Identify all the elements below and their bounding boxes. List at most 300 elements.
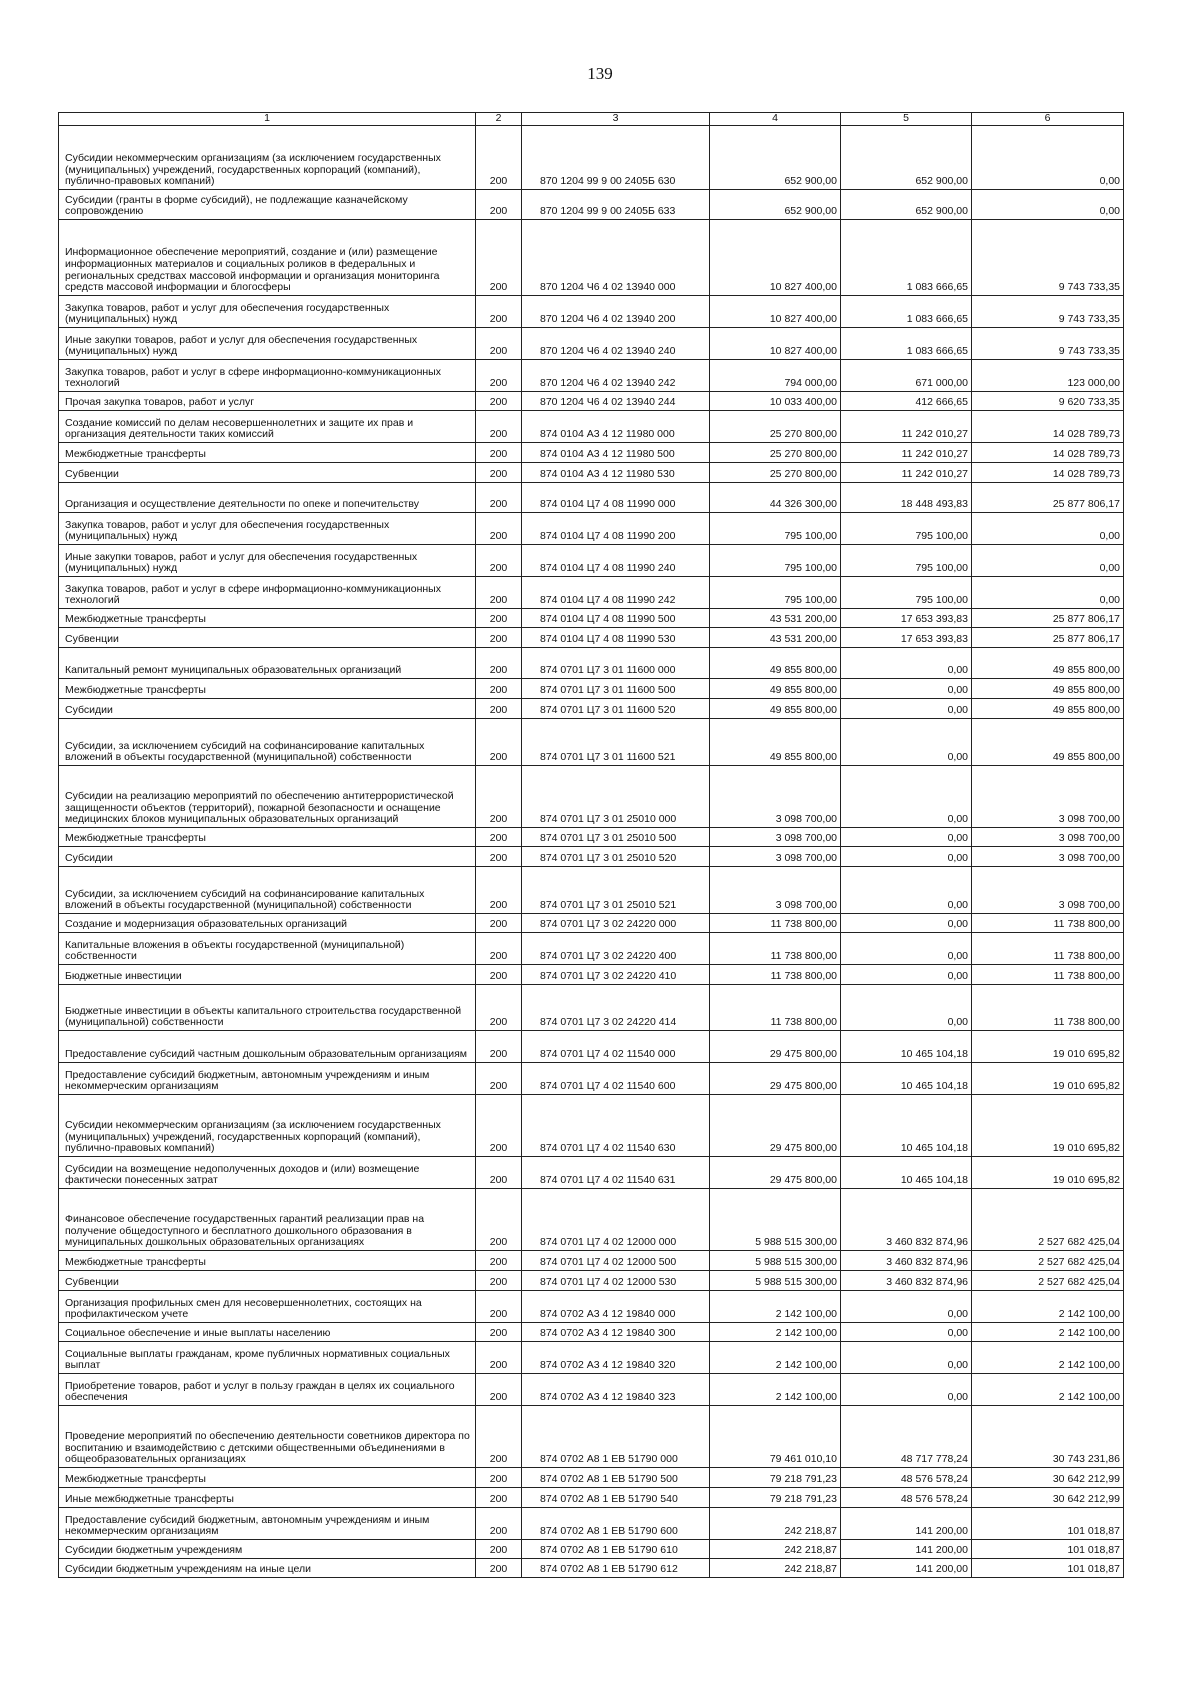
cell-name: Субвенции	[59, 463, 476, 483]
cell-executed: 0,00	[841, 648, 972, 679]
cell-name: Прочая закупка товаров, работ и услуг	[59, 392, 476, 411]
cell-line-code: 200	[476, 1189, 522, 1251]
table-row	[59, 609, 1124, 628]
cell-budget-code: 874 0701 Ц7 3 01 25010 521	[522, 867, 710, 914]
table-row	[59, 1406, 1124, 1468]
cell-budget-code: 874 0104 Ц7 4 08 11990 242	[522, 577, 710, 609]
cell-line-code: 200	[476, 679, 522, 699]
cell-approved: 25 270 800,00	[710, 411, 841, 443]
cell-approved: 44 326 300,00	[710, 483, 841, 513]
cell-name: Субсидии	[59, 699, 476, 719]
cell-executed: 11 242 010,27	[841, 411, 972, 443]
table-row	[59, 933, 1124, 965]
cell-name: Закупка товаров, работ и услуг для обеспечения государственных (муниципальных) нужд	[59, 296, 476, 328]
table-row	[59, 126, 1124, 190]
table-row	[59, 985, 1124, 1031]
cell-line-code: 200	[476, 220, 522, 296]
cell-line-code: 200	[476, 1063, 522, 1095]
cell-budget-code: 874 0104 Ц7 4 08 11990 240	[522, 545, 710, 577]
cell-budget-code: 870 1204 Ч6 4 02 13940 000	[522, 220, 710, 296]
cell-unexecuted: 3 098 700,00	[972, 766, 1124, 828]
table-row	[59, 296, 1124, 328]
cell-line-code: 200	[476, 1406, 522, 1468]
cell-name: Бюджетные инвестиции в объекты капитального строительства государственной (муниципальной) собственности	[59, 985, 476, 1031]
cell-executed: 652 900,00	[841, 126, 972, 190]
cell-line-code: 200	[476, 1031, 522, 1063]
cell-executed: 17 653 393,83	[841, 609, 972, 628]
cell-budget-code: 874 0701 Ц7 3 02 24220 400	[522, 933, 710, 965]
cell-name: Финансовое обеспечение государственных гарантий реализации прав на получение общедоступного и бесплатного дошкольного образования в муниципальных дошкольных образовательных организациях	[59, 1189, 476, 1251]
table-row	[59, 392, 1124, 411]
cell-executed: 3 460 832 874,96	[841, 1189, 972, 1251]
cell-approved: 43 531 200,00	[710, 609, 841, 628]
cell-executed: 0,00	[841, 965, 972, 985]
cell-executed: 0,00	[841, 1291, 972, 1323]
cell-budget-code: 874 0701 Ц7 3 01 25010 520	[522, 847, 710, 867]
cell-approved: 79 218 791,23	[710, 1468, 841, 1488]
cell-name: Социальное обеспечение и иные выплаты населению	[59, 1323, 476, 1342]
cell-executed: 10 465 104,18	[841, 1095, 972, 1157]
cell-budget-code: 874 0701 Ц7 3 01 11600 000	[522, 648, 710, 679]
cell-approved: 795 100,00	[710, 545, 841, 577]
cell-unexecuted: 9 743 733,35	[972, 328, 1124, 360]
cell-unexecuted: 19 010 695,82	[972, 1157, 1124, 1189]
cell-budget-code: 874 0702 А8 1 ЕВ 51790 000	[522, 1406, 710, 1468]
table-row	[59, 1291, 1124, 1323]
cell-name: Субсидии бюджетным учреждениям	[59, 1540, 476, 1559]
cell-budget-code: 874 0701 Ц7 3 01 11600 500	[522, 679, 710, 699]
cell-executed: 141 200,00	[841, 1508, 972, 1540]
cell-executed: 141 200,00	[841, 1540, 972, 1559]
cell-unexecuted: 25 877 806,17	[972, 609, 1124, 628]
cell-unexecuted: 9 620 733,35	[972, 392, 1124, 411]
cell-name: Межбюджетные трансферты	[59, 1251, 476, 1271]
cell-name: Субсидии на возмещение недополученных доходов и (или) возмещение фактически понесенных затрат	[59, 1157, 476, 1189]
cell-approved: 11 738 800,00	[710, 965, 841, 985]
table-row	[59, 1342, 1124, 1374]
cell-executed: 11 242 010,27	[841, 463, 972, 483]
cell-approved: 49 855 800,00	[710, 679, 841, 699]
cell-unexecuted: 14 028 789,73	[972, 463, 1124, 483]
cell-executed: 0,00	[841, 933, 972, 965]
cell-unexecuted: 25 877 806,17	[972, 483, 1124, 513]
cell-approved: 25 270 800,00	[710, 463, 841, 483]
cell-budget-code: 874 0701 Ц7 4 02 12000 000	[522, 1189, 710, 1251]
cell-unexecuted: 101 018,87	[972, 1508, 1124, 1540]
table-row	[59, 483, 1124, 513]
cell-name: Предоставление субсидий частным дошкольным образовательным организациям	[59, 1031, 476, 1063]
cell-name: Бюджетные инвестиции	[59, 965, 476, 985]
cell-line-code: 200	[476, 699, 522, 719]
cell-line-code: 200	[476, 577, 522, 609]
cell-budget-code: 874 0701 Ц7 3 02 24220 000	[522, 914, 710, 933]
table-row	[59, 914, 1124, 933]
cell-executed: 671 000,00	[841, 360, 972, 392]
cell-line-code: 200	[476, 648, 522, 679]
cell-line-code: 200	[476, 328, 522, 360]
cell-executed: 0,00	[841, 719, 972, 766]
table-row	[59, 1157, 1124, 1189]
cell-line-code: 200	[476, 719, 522, 766]
table-row	[59, 628, 1124, 648]
cell-line-code: 200	[476, 933, 522, 965]
cell-name: Приобретение товаров, работ и услуг в пользу граждан в целях их социального обеспечения	[59, 1374, 476, 1406]
cell-approved: 652 900,00	[710, 190, 841, 220]
cell-approved: 29 475 800,00	[710, 1095, 841, 1157]
cell-name: Предоставление субсидий бюджетным, автономным учреждениям и иным некоммерческим организациям	[59, 1063, 476, 1095]
cell-approved: 2 142 100,00	[710, 1323, 841, 1342]
cell-budget-code: 874 0701 Ц7 4 02 11540 000	[522, 1031, 710, 1063]
cell-unexecuted: 0,00	[972, 126, 1124, 190]
cell-line-code: 200	[476, 1540, 522, 1559]
table-row	[59, 1323, 1124, 1342]
cell-executed: 48 576 578,24	[841, 1488, 972, 1508]
cell-executed: 1 083 666,65	[841, 328, 972, 360]
cell-unexecuted: 49 855 800,00	[972, 719, 1124, 766]
cell-unexecuted: 11 738 800,00	[972, 914, 1124, 933]
cell-line-code: 200	[476, 1508, 522, 1540]
cell-line-code: 200	[476, 126, 522, 190]
cell-approved: 10 827 400,00	[710, 328, 841, 360]
cell-budget-code: 870 1204 99 9 00 2405Б 633	[522, 190, 710, 220]
cell-executed: 3 460 832 874,96	[841, 1271, 972, 1291]
cell-name: Иные закупки товаров, работ и услуг для обеспечения государственных (муниципальных) нужд	[59, 545, 476, 577]
cell-name: Субсидии бюджетным учреждениям на иные цели	[59, 1559, 476, 1578]
cell-approved: 79 218 791,23	[710, 1488, 841, 1508]
cell-line-code: 200	[476, 914, 522, 933]
cell-budget-code: 874 0701 Ц7 4 02 11540 600	[522, 1063, 710, 1095]
table-row	[59, 463, 1124, 483]
cell-budget-code: 874 0104 Ц7 4 08 11990 000	[522, 483, 710, 513]
cell-line-code: 200	[476, 985, 522, 1031]
table-row	[59, 719, 1124, 766]
cell-line-code: 200	[476, 766, 522, 828]
cell-line-code: 200	[476, 392, 522, 411]
cell-executed: 48 717 778,24	[841, 1406, 972, 1468]
cell-approved: 2 142 100,00	[710, 1342, 841, 1374]
cell-line-code: 200	[476, 867, 522, 914]
table-row	[59, 1095, 1124, 1157]
cell-name: Субсидии (гранты в форме субсидий), не подлежащие казначейскому сопровождению	[59, 190, 476, 220]
cell-budget-code: 874 0104 А3 4 12 11980 500	[522, 443, 710, 463]
column-header-6: 6	[972, 113, 1124, 126]
cell-line-code: 200	[476, 1468, 522, 1488]
cell-executed: 0,00	[841, 679, 972, 699]
cell-line-code: 200	[476, 965, 522, 985]
column-header-5: 5	[841, 113, 972, 126]
cell-approved: 2 142 100,00	[710, 1291, 841, 1323]
cell-approved: 25 270 800,00	[710, 443, 841, 463]
cell-unexecuted: 3 098 700,00	[972, 828, 1124, 847]
cell-approved: 3 098 700,00	[710, 847, 841, 867]
cell-unexecuted: 0,00	[972, 513, 1124, 545]
cell-approved: 10 033 400,00	[710, 392, 841, 411]
cell-approved: 11 738 800,00	[710, 933, 841, 965]
table-row	[59, 847, 1124, 867]
cell-name: Межбюджетные трансферты	[59, 1468, 476, 1488]
cell-line-code: 200	[476, 545, 522, 577]
cell-unexecuted: 19 010 695,82	[972, 1031, 1124, 1063]
cell-executed: 10 465 104,18	[841, 1063, 972, 1095]
cell-executed: 0,00	[841, 985, 972, 1031]
cell-budget-code: 870 1204 Ч6 4 02 13940 242	[522, 360, 710, 392]
cell-name: Иные межбюджетные трансферты	[59, 1488, 476, 1508]
cell-budget-code: 874 0701 Ц7 3 01 11600 520	[522, 699, 710, 719]
cell-budget-code: 874 0701 Ц7 3 02 24220 410	[522, 965, 710, 985]
cell-name: Организация и осуществление деятельности по опеке и попечительству	[59, 483, 476, 513]
cell-name: Субсидии	[59, 847, 476, 867]
cell-name: Социальные выплаты гражданам, кроме публичных нормативных социальных выплат	[59, 1342, 476, 1374]
cell-approved: 5 988 515 300,00	[710, 1271, 841, 1291]
cell-unexecuted: 11 738 800,00	[972, 985, 1124, 1031]
table-row	[59, 545, 1124, 577]
table-row	[59, 360, 1124, 392]
cell-budget-code: 874 0702 А3 4 12 19840 323	[522, 1374, 710, 1406]
cell-executed: 17 653 393,83	[841, 628, 972, 648]
cell-line-code: 200	[476, 1271, 522, 1291]
cell-budget-code: 874 0702 А8 1 ЕВ 51790 600	[522, 1508, 710, 1540]
cell-name: Проведение мероприятий по обеспечению деятельности советников директора по воспитанию и взаимодействию с детскими общественными объединениями в общеобразовательных организациях	[59, 1406, 476, 1468]
cell-executed: 0,00	[841, 699, 972, 719]
cell-executed: 11 242 010,27	[841, 443, 972, 463]
cell-executed: 412 666,65	[841, 392, 972, 411]
cell-unexecuted: 9 743 733,35	[972, 220, 1124, 296]
cell-approved: 242 218,87	[710, 1508, 841, 1540]
cell-budget-code: 874 0701 Ц7 4 02 11540 631	[522, 1157, 710, 1189]
cell-unexecuted: 11 738 800,00	[972, 965, 1124, 985]
cell-line-code: 200	[476, 443, 522, 463]
cell-approved: 49 855 800,00	[710, 699, 841, 719]
column-header-4: 4	[710, 113, 841, 126]
cell-budget-code: 874 0701 Ц7 3 01 25010 500	[522, 828, 710, 847]
cell-unexecuted: 19 010 695,82	[972, 1063, 1124, 1095]
cell-unexecuted: 0,00	[972, 190, 1124, 220]
cell-name: Создание и модернизация образовательных организаций	[59, 914, 476, 933]
table-row	[59, 577, 1124, 609]
cell-approved: 652 900,00	[710, 126, 841, 190]
table-row	[59, 443, 1124, 463]
table-row	[59, 766, 1124, 828]
cell-unexecuted: 2 142 100,00	[972, 1291, 1124, 1323]
cell-executed: 795 100,00	[841, 513, 972, 545]
cell-line-code: 200	[476, 411, 522, 443]
cell-name: Капитальные вложения в объекты государственной (муниципальной) собственности	[59, 933, 476, 965]
cell-line-code: 200	[476, 1251, 522, 1271]
cell-approved: 79 461 010,10	[710, 1406, 841, 1468]
cell-unexecuted: 2 527 682 425,04	[972, 1189, 1124, 1251]
cell-executed: 3 460 832 874,96	[841, 1251, 972, 1271]
cell-executed: 0,00	[841, 914, 972, 933]
cell-budget-code: 874 0701 Ц7 4 02 12000 530	[522, 1271, 710, 1291]
cell-budget-code: 870 1204 Ч6 4 02 13940 200	[522, 296, 710, 328]
cell-approved: 5 988 515 300,00	[710, 1189, 841, 1251]
table-row	[59, 828, 1124, 847]
cell-line-code: 200	[476, 1342, 522, 1374]
cell-executed: 0,00	[841, 1374, 972, 1406]
cell-line-code: 200	[476, 296, 522, 328]
cell-budget-code: 874 0702 А8 1 ЕВ 51790 540	[522, 1488, 710, 1508]
cell-executed: 18 448 493,83	[841, 483, 972, 513]
cell-line-code: 200	[476, 463, 522, 483]
table-row	[59, 965, 1124, 985]
table-row	[59, 1559, 1124, 1578]
cell-line-code: 200	[476, 1374, 522, 1406]
cell-line-code: 200	[476, 483, 522, 513]
cell-approved: 11 738 800,00	[710, 985, 841, 1031]
cell-approved: 795 100,00	[710, 513, 841, 545]
table-row	[59, 699, 1124, 719]
table-row	[59, 1031, 1124, 1063]
cell-executed: 0,00	[841, 847, 972, 867]
page-number: 139	[587, 64, 613, 83]
budget-table	[58, 112, 1124, 1578]
cell-line-code: 200	[476, 360, 522, 392]
cell-executed: 795 100,00	[841, 545, 972, 577]
cell-unexecuted: 9 743 733,35	[972, 296, 1124, 328]
cell-name: Создание комиссий по делам несовершеннолетних и защите их прав и организация деятельности таких комиссий	[59, 411, 476, 443]
cell-approved: 794 000,00	[710, 360, 841, 392]
cell-unexecuted: 2 527 682 425,04	[972, 1271, 1124, 1291]
table-row	[59, 1540, 1124, 1559]
cell-line-code: 200	[476, 847, 522, 867]
cell-name: Закупка товаров, работ и услуг в сфере информационно-коммуникационных технологий	[59, 577, 476, 609]
cell-unexecuted: 30 642 212,99	[972, 1468, 1124, 1488]
cell-line-code: 200	[476, 628, 522, 648]
cell-line-code: 200	[476, 1291, 522, 1323]
cell-unexecuted: 2 142 100,00	[972, 1374, 1124, 1406]
table-row	[59, 220, 1124, 296]
cell-unexecuted: 11 738 800,00	[972, 933, 1124, 965]
cell-unexecuted: 2 527 682 425,04	[972, 1251, 1124, 1271]
cell-name: Субвенции	[59, 628, 476, 648]
cell-executed: 0,00	[841, 766, 972, 828]
cell-name: Закупка товаров, работ и услуг для обеспечения государственных (муниципальных) нужд	[59, 513, 476, 545]
cell-name: Капитальный ремонт муниципальных образовательных организаций	[59, 648, 476, 679]
cell-executed: 10 465 104,18	[841, 1157, 972, 1189]
cell-unexecuted: 14 028 789,73	[972, 411, 1124, 443]
cell-executed: 0,00	[841, 828, 972, 847]
table-row	[59, 679, 1124, 699]
cell-unexecuted: 25 877 806,17	[972, 628, 1124, 648]
cell-executed: 1 083 666,65	[841, 220, 972, 296]
table-row	[59, 1508, 1124, 1540]
cell-unexecuted: 30 743 231,86	[972, 1406, 1124, 1468]
cell-unexecuted: 14 028 789,73	[972, 443, 1124, 463]
cell-line-code: 200	[476, 190, 522, 220]
cell-budget-code: 874 0702 А8 1 ЕВ 51790 610	[522, 1540, 710, 1559]
cell-name: Закупка товаров, работ и услуг в сфере информационно-коммуникационных технологий	[59, 360, 476, 392]
cell-approved: 5 988 515 300,00	[710, 1251, 841, 1271]
cell-budget-code: 874 0104 Ц7 4 08 11990 200	[522, 513, 710, 545]
cell-name: Субсидии, за исключением субсидий на софинансирование капитальных вложений в объекты государственной (муниципальной) собственности	[59, 867, 476, 914]
table-row	[59, 1488, 1124, 1508]
table-row	[59, 1251, 1124, 1271]
cell-line-code: 200	[476, 513, 522, 545]
cell-budget-code: 874 0702 А3 4 12 19840 000	[522, 1291, 710, 1323]
cell-budget-code: 874 0701 Ц7 3 02 24220 414	[522, 985, 710, 1031]
cell-executed: 141 200,00	[841, 1559, 972, 1578]
column-header-3: 3	[522, 113, 710, 126]
table-body	[59, 126, 1124, 1578]
cell-unexecuted: 19 010 695,82	[972, 1095, 1124, 1157]
table-row	[59, 411, 1124, 443]
table-row	[59, 513, 1124, 545]
cell-name: Информационное обеспечение мероприятий, создание и (или) размещение информационных материалов и социальных роликов в федеральных и региональных средствах массовой информации и организация мониторинга средств массовой информации и блогосферы	[59, 220, 476, 296]
cell-line-code: 200	[476, 1488, 522, 1508]
cell-approved: 3 098 700,00	[710, 828, 841, 847]
cell-approved: 29 475 800,00	[710, 1031, 841, 1063]
cell-budget-code: 874 0702 А8 1 ЕВ 51790 500	[522, 1468, 710, 1488]
cell-unexecuted: 0,00	[972, 577, 1124, 609]
cell-name: Межбюджетные трансферты	[59, 679, 476, 699]
cell-unexecuted: 123 000,00	[972, 360, 1124, 392]
cell-budget-code: 870 1204 99 9 00 2405Б 630	[522, 126, 710, 190]
cell-budget-code: 874 0701 Ц7 4 02 12000 500	[522, 1251, 710, 1271]
table-row	[59, 328, 1124, 360]
cell-budget-code: 870 1204 Ч6 4 02 13940 240	[522, 328, 710, 360]
cell-approved: 795 100,00	[710, 577, 841, 609]
cell-approved: 49 855 800,00	[710, 648, 841, 679]
cell-executed: 0,00	[841, 1342, 972, 1374]
cell-budget-code: 874 0104 А3 4 12 11980 530	[522, 463, 710, 483]
cell-approved: 11 738 800,00	[710, 914, 841, 933]
table-row	[59, 648, 1124, 679]
table-row	[59, 1374, 1124, 1406]
cell-name: Субсидии некоммерческим организациям (за исключением государственных (муниципальных) учреждений, государственных корпораций (компаний), публично-правовых компаний)	[59, 1095, 476, 1157]
cell-approved: 242 218,87	[710, 1540, 841, 1559]
cell-name: Субсидии на реализацию мероприятий по обеспечению антитеррористической защищенности объектов (территорий), пожарной безопасности и оснащение медицинских блоков муниципальных образовательных организаций	[59, 766, 476, 828]
table-row	[59, 190, 1124, 220]
cell-approved: 2 142 100,00	[710, 1374, 841, 1406]
cell-executed: 1 083 666,65	[841, 296, 972, 328]
cell-budget-code: 874 0701 Ц7 3 01 11600 521	[522, 719, 710, 766]
cell-approved: 10 827 400,00	[710, 220, 841, 296]
column-header-1: 1	[59, 113, 476, 126]
table-row	[59, 1468, 1124, 1488]
cell-unexecuted: 3 098 700,00	[972, 867, 1124, 914]
cell-name: Межбюджетные трансферты	[59, 828, 476, 847]
cell-approved: 29 475 800,00	[710, 1063, 841, 1095]
cell-unexecuted: 49 855 800,00	[972, 679, 1124, 699]
cell-name: Организация профильных смен для несовершеннолетних, состоящих на профилактическом учете	[59, 1291, 476, 1323]
header-row	[59, 113, 1124, 126]
cell-budget-code: 874 0702 А8 1 ЕВ 51790 612	[522, 1559, 710, 1578]
cell-unexecuted: 2 142 100,00	[972, 1342, 1124, 1374]
cell-approved: 10 827 400,00	[710, 296, 841, 328]
cell-line-code: 200	[476, 1559, 522, 1578]
table-row	[59, 867, 1124, 914]
cell-line-code: 200	[476, 1157, 522, 1189]
cell-executed: 48 576 578,24	[841, 1468, 972, 1488]
cell-executed: 652 900,00	[841, 190, 972, 220]
cell-budget-code: 874 0104 Ц7 4 08 11990 500	[522, 609, 710, 628]
cell-approved: 242 218,87	[710, 1559, 841, 1578]
cell-budget-code: 870 1204 Ч6 4 02 13940 244	[522, 392, 710, 411]
cell-budget-code: 874 0104 Ц7 4 08 11990 530	[522, 628, 710, 648]
cell-approved: 3 098 700,00	[710, 867, 841, 914]
cell-executed: 0,00	[841, 867, 972, 914]
cell-approved: 43 531 200,00	[710, 628, 841, 648]
cell-budget-code: 874 0702 А3 4 12 19840 320	[522, 1342, 710, 1374]
cell-line-code: 200	[476, 609, 522, 628]
cell-unexecuted: 30 642 212,99	[972, 1488, 1124, 1508]
cell-approved: 49 855 800,00	[710, 719, 841, 766]
cell-line-code: 200	[476, 1095, 522, 1157]
cell-name: Межбюджетные трансферты	[59, 609, 476, 628]
cell-name: Субсидии некоммерческим организациям (за исключением государственных (муниципальных) учреждений, государственных корпораций (компаний), публично-правовых компаний)	[59, 126, 476, 190]
cell-budget-code: 874 0701 Ц7 3 01 25010 000	[522, 766, 710, 828]
cell-budget-code: 874 0104 А3 4 12 11980 000	[522, 411, 710, 443]
